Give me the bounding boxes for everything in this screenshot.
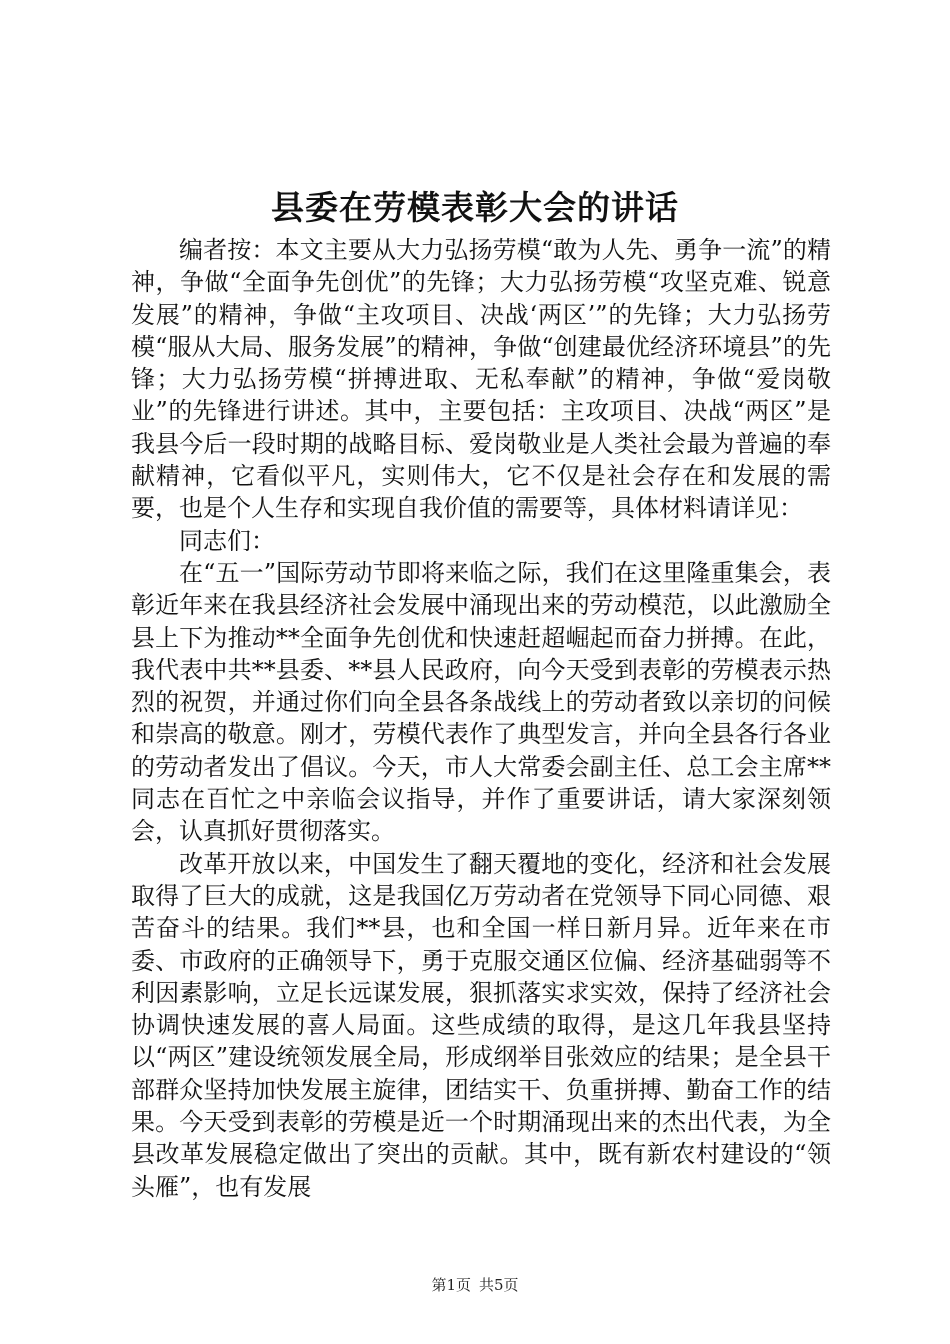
body-paragraph: 在“五一”国际劳动节即将来临之际，我们在这里隆重集会，表彰近年来在我县经济社会发展中涌现出来的劳动模范，以此激励全县上下为推动**全面争先创优和快速赶超崛起而奋力拼搏。在此，我代表中共**县委、**县人民政府，向今天受到表彰的劳模表示热烈的祝贺，并通过你们向全县各条战线上的劳动者致以亲切的问候和崇高的敬意。刚才，劳模代表作了典型发言，并向全县各行各业的劳动者发出了倡议。今天，市人大常委会副主任、总工会主席**同志在百忙之中亲临会议指导，并作了重要讲话，请大家深刻领会，认真抓好贯彻落实。 (131, 558, 831, 846)
document-title: 县委在劳模表彰大会的讲话 (271, 188, 679, 227)
page-footer (0, 1275, 950, 1295)
document-body (131, 234, 831, 1203)
page-number-total: 共5页 (479, 1276, 519, 1294)
editor-note-paragraph: 编者按：本文主要从大力弘扬劳模“敢为人先、勇争一流”的精神，争做“全面争先创优”的先锋；大力弘扬劳模“攻坚克难、锐意发展”的精神，争做“主攻项目、决战‘两区’”的先锋；大力弘扬劳模“服从大局、服务发展”的精神，争做“创建最优经济环境县”的先锋；大力弘扬劳模“拼搏进取、无私奉献”的精神，争做“爱岗敬业”的先锋进行讲述。其中，主要包括：主攻项目、决战“两区”是我县今后一段时期的战略目标、爱岗敬业是人类社会最为普遍的奉献精神，它看似平凡，实则伟大，它不仅是社会存在和发展的需要，也是个人生存和实现自我价值的需要等，具体材料请详见： (131, 236, 831, 523)
page-number-current: 第1页 (431, 1276, 471, 1294)
body-paragraph: 改革开放以来，中国发生了翻天覆地的变化，经济和社会发展取得了巨大的成就，这是我国亿万劳动者在党领导下同心同德、艰苦奋斗的结果。我们**县，也和全国一样日新月异。近年来在市委、市政府的正确领导下，勇于克服交通区位偏、经济基础弱等不利因素影响，立足长远谋发展，狠抓落实求实效，保持了经济社会协调快速发展的喜人局面。这些成绩的取得，是这几年我县坚持以“两区”建设统领发展全局，形成纲举目张效应的结果；是全县干部群众坚持加快发展主旋律，团结实干、负重拼搏、勤奋工作的结果。今天受到表彰的劳模是近一个时期涌现出来的杰出代表，为全县改革发展稳定做出了突出的贡献。其中，既有新农村建设的“领头雁”，也有发展 (131, 849, 831, 1201)
salutation-paragraph: 同志们： (179, 526, 275, 555)
